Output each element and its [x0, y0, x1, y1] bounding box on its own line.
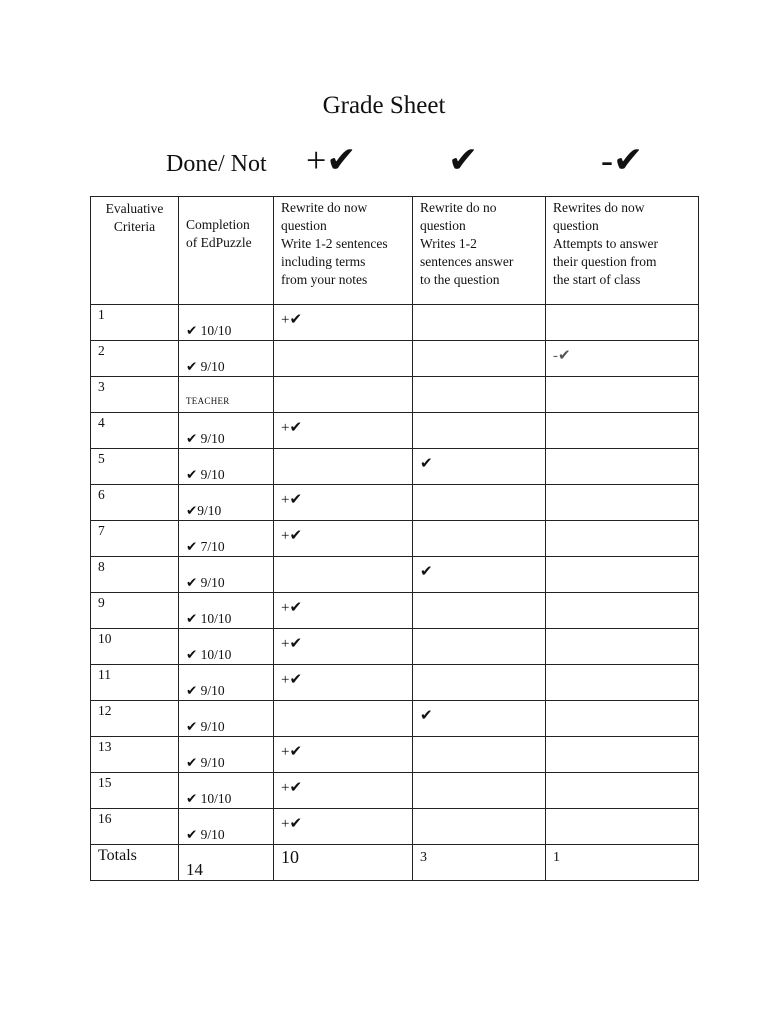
plus-check-cell: [274, 809, 413, 845]
completion-score: ✔ 9/10: [186, 755, 225, 770]
minus-check-cell: [546, 557, 699, 593]
row-number: 15: [98, 775, 112, 790]
legend-check: ✔: [448, 140, 479, 180]
row-number-cell: [91, 665, 179, 701]
completion-cell: [179, 773, 274, 809]
minus-check-cell: [546, 773, 699, 809]
row-number: 12: [98, 703, 112, 718]
completion-cell: [179, 449, 274, 485]
minus-check-mark: -✔: [553, 348, 571, 364]
page-title: Grade Sheet: [322, 92, 446, 119]
row-number-cell: [91, 629, 179, 665]
row-number-cell: [91, 413, 179, 449]
plus-check-mark: +✔: [281, 744, 303, 760]
plus-check-mark: +✔: [281, 636, 303, 652]
check-cell: [413, 557, 546, 593]
legend-done-label: Done/ Not: [166, 151, 267, 177]
plus-check-mark: +✔: [281, 600, 303, 616]
table-row: [91, 413, 699, 449]
totals-plus-check: 10: [281, 847, 299, 867]
completion-score: ✔ 9/10: [186, 467, 225, 482]
header-line: the start of class: [553, 272, 641, 287]
table-row: [91, 593, 699, 629]
plus-check-cell: [274, 377, 413, 413]
minus-check-cell: [546, 593, 699, 629]
table-row: [91, 305, 699, 341]
table-row: [91, 665, 699, 701]
completion-cell: [179, 485, 274, 521]
header-line: Attempts to answer: [553, 236, 658, 251]
table-row: [91, 341, 699, 377]
completion-cell: [179, 701, 274, 737]
table-row: [91, 773, 699, 809]
completion-score: ✔ 9/10: [186, 431, 225, 446]
row-number: 4: [98, 415, 105, 430]
plus-check-mark: +✔: [281, 672, 303, 688]
header-line: Writes 1-2: [420, 236, 477, 251]
check-cell: [413, 521, 546, 557]
completion-cell: [179, 521, 274, 557]
totals-minus-check: 1: [553, 850, 560, 865]
completion-cell: [179, 413, 274, 449]
check-cell: [413, 341, 546, 377]
plus-check-cell: [274, 665, 413, 701]
plus-check-mark: +✔: [281, 420, 303, 436]
row-number-cell: [91, 305, 179, 341]
totals-check-cell: [413, 845, 546, 881]
row-number-cell: [91, 377, 179, 413]
check-cell: [413, 449, 546, 485]
header-check-criteria: [413, 197, 546, 305]
table-row: [91, 629, 699, 665]
row-number-cell: [91, 485, 179, 521]
totals-label-cell: [91, 845, 179, 881]
header-line: of EdPuzzle: [186, 235, 252, 250]
plus-check-mark: +✔: [281, 312, 303, 328]
totals-label: Totals: [98, 847, 137, 864]
completion-cell: [179, 809, 274, 845]
legend-minus-check: -✔: [601, 140, 644, 180]
minus-check-cell: [546, 629, 699, 665]
completion-score: ✔ 9/10: [186, 719, 225, 734]
row-number-cell: [91, 341, 179, 377]
table-row: [91, 809, 699, 845]
check-mark: ✔: [420, 456, 433, 472]
header-minus-check-criteria: [546, 197, 699, 305]
minus-check-cell: [546, 449, 699, 485]
table-row: [91, 521, 699, 557]
plus-check-cell: [274, 629, 413, 665]
row-number-cell: [91, 557, 179, 593]
table-row: [91, 557, 699, 593]
table-row: [91, 701, 699, 737]
grade-table: [90, 196, 699, 881]
minus-check-cell: [546, 485, 699, 521]
minus-check-cell: [546, 521, 699, 557]
header-line: from your notes: [281, 272, 368, 287]
totals-check: 3: [420, 850, 427, 865]
header-line: their question from: [553, 254, 657, 269]
completion-score: ✔9/10: [186, 503, 222, 518]
row-number-cell: [91, 449, 179, 485]
table-row: [91, 737, 699, 773]
check-cell: [413, 485, 546, 521]
completion-score: ✔ 10/10: [186, 647, 232, 662]
check-cell: [413, 305, 546, 341]
table-row: [91, 377, 699, 413]
row-number: 9: [98, 595, 105, 610]
header-evaluative-criteria: [91, 197, 179, 305]
completion-score: ✔ 7/10: [186, 539, 225, 554]
totals-row: [91, 845, 699, 881]
plus-check-cell: [274, 593, 413, 629]
header-line: Rewrites do now: [553, 200, 645, 215]
table-row: [91, 449, 699, 485]
check-cell: [413, 629, 546, 665]
check-cell: [413, 701, 546, 737]
completion-score: ✔ 10/10: [186, 323, 232, 338]
totals-plus-cell: [274, 845, 413, 881]
plus-check-cell: [274, 305, 413, 341]
minus-check-cell: [546, 737, 699, 773]
completion-score: ✔ 9/10: [186, 359, 225, 374]
check-mark: ✔: [420, 708, 433, 724]
completion-cell: [179, 737, 274, 773]
completion-cell: [179, 629, 274, 665]
header-line: Completion: [186, 217, 250, 232]
plus-check-cell: [274, 341, 413, 377]
row-number: 1: [98, 307, 105, 322]
plus-check-cell: [274, 413, 413, 449]
completion-cell: [179, 557, 274, 593]
plus-check-mark: +✔: [281, 816, 303, 832]
header-plus-check-criteria: [274, 197, 413, 305]
header-line: question: [281, 218, 327, 233]
completion-score: ✔ 9/10: [186, 827, 225, 842]
legend-plus-check: +✔: [306, 140, 357, 180]
minus-check-cell: [546, 377, 699, 413]
table-row: [91, 485, 699, 521]
check-cell: [413, 413, 546, 449]
completion-cell: [179, 593, 274, 629]
minus-check-cell: [546, 341, 699, 377]
header-completion: [179, 197, 274, 305]
plus-check-cell: [274, 449, 413, 485]
minus-check-cell: [546, 665, 699, 701]
completion-score: ✔ 9/10: [186, 575, 225, 590]
plus-check-cell: [274, 737, 413, 773]
row-number-cell: [91, 701, 179, 737]
row-number: 13: [98, 739, 112, 754]
completion-cell: [179, 305, 274, 341]
plus-check-cell: [274, 557, 413, 593]
plus-check-mark: +✔: [281, 528, 303, 544]
plus-check-cell: [274, 485, 413, 521]
completion-cell: [179, 665, 274, 701]
row-number: 5: [98, 451, 105, 466]
plus-check-cell: [274, 521, 413, 557]
completion-score: ✔ 9/10: [186, 683, 225, 698]
check-cell: [413, 773, 546, 809]
check-cell: [413, 593, 546, 629]
row-number: 16: [98, 811, 112, 826]
row-number: 6: [98, 487, 105, 502]
row-number-cell: [91, 737, 179, 773]
legend-row: [0, 138, 768, 188]
row-number: 8: [98, 559, 105, 574]
header-line: sentences answer: [420, 254, 514, 269]
row-number: 10: [98, 631, 112, 646]
row-number-cell: [91, 521, 179, 557]
check-cell: [413, 377, 546, 413]
minus-check-cell: [546, 701, 699, 737]
row-number-cell: [91, 809, 179, 845]
header-line: question: [553, 218, 599, 233]
header-line: including terms: [281, 254, 366, 269]
header-line: Criteria: [113, 219, 156, 234]
row-number-cell: [91, 593, 179, 629]
header-line: question: [420, 218, 466, 233]
row-number: 2: [98, 343, 105, 358]
check-mark: ✔: [420, 564, 433, 580]
header-line: Rewrite do now: [281, 200, 368, 215]
minus-check-cell: [546, 413, 699, 449]
header-line: Write 1-2 sentences: [281, 236, 388, 251]
minus-check-cell: [546, 305, 699, 341]
plus-check-cell: [274, 773, 413, 809]
row-number: 7: [98, 523, 105, 538]
header-line: Rewrite do no: [420, 200, 497, 215]
header-line: Evaluative: [105, 201, 164, 216]
header-row: [91, 197, 699, 305]
plus-check-mark: +✔: [281, 492, 303, 508]
completion-score: TEACHER: [186, 396, 230, 406]
totals-completion-cell: [179, 845, 274, 881]
row-number: 11: [98, 667, 111, 682]
completion-cell: [179, 341, 274, 377]
row-number-cell: [91, 773, 179, 809]
plus-check-cell: [274, 701, 413, 737]
check-cell: [413, 737, 546, 773]
check-cell: [413, 809, 546, 845]
totals-minus-cell: [546, 845, 699, 881]
completion-score: ✔ 10/10: [186, 791, 232, 806]
row-number: 3: [98, 379, 105, 394]
completion-cell: [179, 377, 274, 413]
completion-score: ✔ 10/10: [186, 611, 232, 626]
header-line: to the question: [420, 272, 500, 287]
totals-completion: 14: [186, 860, 203, 879]
minus-check-cell: [546, 809, 699, 845]
plus-check-mark: +✔: [281, 780, 303, 796]
check-cell: [413, 665, 546, 701]
